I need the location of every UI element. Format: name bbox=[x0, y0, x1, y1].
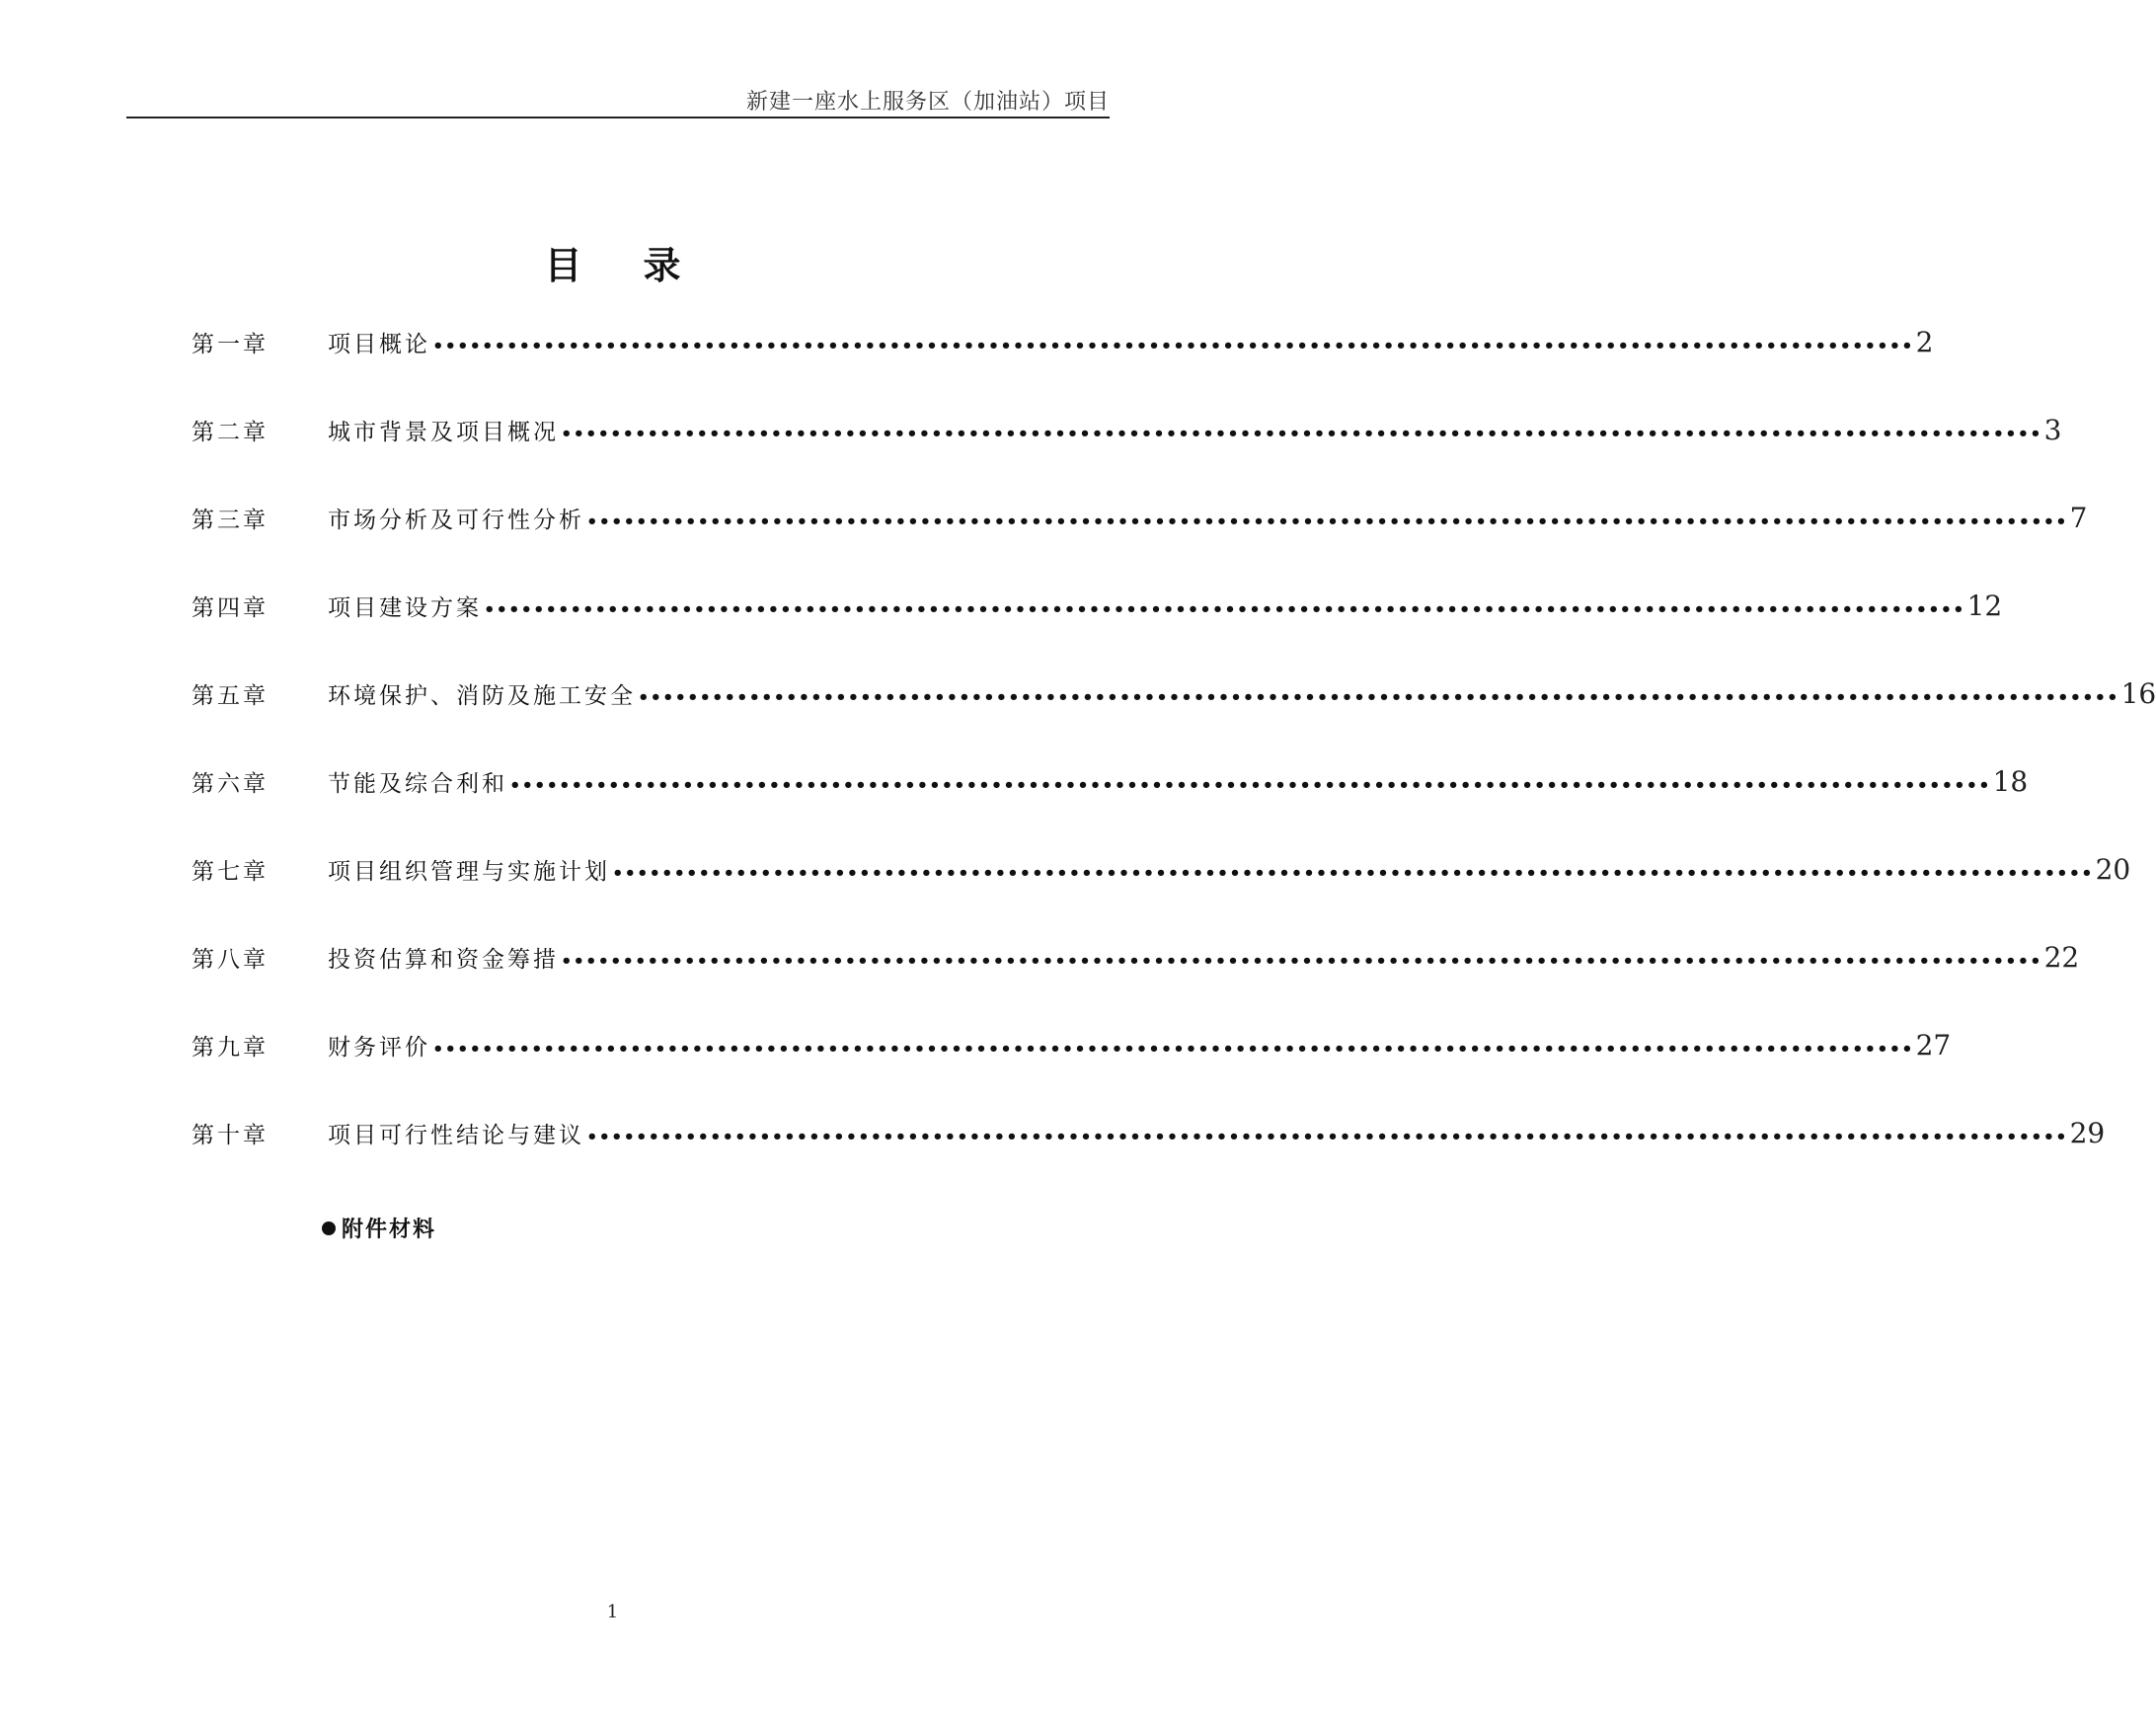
toc-chapter-number: 第二章 bbox=[192, 420, 269, 445]
toc-page-number: 20 bbox=[2095, 853, 2131, 886]
toc-entry[interactable] bbox=[192, 1029, 1952, 1117]
toc-dot-leader: •••••••••••••••••••••••••••••••••••••••••••••••••••••••••••••••••••••••••••••••••••••••••••••••••••••••••••••••••••••••• bbox=[638, 687, 2119, 708]
toc-entry[interactable] bbox=[192, 765, 2029, 853]
toc-entry[interactable] bbox=[192, 590, 2003, 677]
toc-chapter-number: 第十章 bbox=[192, 1123, 269, 1148]
running-header: 新建一座水上服务区（加油站）项目 bbox=[745, 90, 1110, 115]
toc-entry[interactable] bbox=[192, 941, 2080, 1029]
toc-chapter-title: 城市背景及项目概况 bbox=[328, 420, 559, 445]
toc-chapter-title: 项目概论 bbox=[328, 332, 430, 357]
toc-chapter-number: 第七章 bbox=[192, 859, 269, 885]
toc-page-number: 7 bbox=[2069, 502, 2088, 534]
toc-dot-leader: •••••••••••••••••••••••••••••••••••••••••••••••••••••••••••••••••••••••••••••••••••••••••••••••••••••••••••••••••••••••• bbox=[432, 336, 1914, 356]
toc-page-number: 29 bbox=[2069, 1117, 2106, 1149]
toc-page-number: 16 bbox=[2120, 677, 2156, 710]
toc-page-number: 3 bbox=[2043, 414, 2062, 446]
toc-page-number: 22 bbox=[2043, 941, 2080, 974]
toc-chapter-title: 财务评价 bbox=[328, 1035, 430, 1061]
toc-entry[interactable] bbox=[192, 326, 1934, 414]
toc-page-number: 2 bbox=[1915, 326, 1934, 358]
appendix-item[interactable] bbox=[322, 1213, 436, 1243]
toc-entry[interactable] bbox=[192, 1117, 2106, 1205]
toc-list bbox=[192, 326, 2156, 1205]
toc-dot-leader: •••••••••••••••••••••••••••••••••••••••••••••••••••••••••••••••••••••••••••••••••••••••••••••••••••••••••••••••••••••••• bbox=[484, 599, 1965, 620]
toc-chapter-title: 节能及综合利和 bbox=[328, 771, 507, 797]
page-number: 1 bbox=[606, 1602, 619, 1622]
toc-entry[interactable] bbox=[192, 502, 2088, 590]
toc-chapter-title: 投资估算和资金筹措 bbox=[328, 947, 559, 973]
toc-dot-leader: •••••••••••••••••••••••••••••••••••••••••••••••••••••••••••••••••••••••••••••••••••••••••••••••••••••••••••••••••••••••• bbox=[561, 951, 2042, 972]
toc-chapter-title: 市场分析及可行性分析 bbox=[328, 508, 584, 533]
toc-entry[interactable] bbox=[192, 677, 2156, 765]
toc-dot-leader: •••••••••••••••••••••••••••••••••••••••••••••••••••••••••••••••••••••••••••••••••••••••••••••••••••••••••••••••••••••••• bbox=[612, 863, 2094, 884]
bullet-icon bbox=[322, 1221, 336, 1235]
toc-page-number: 12 bbox=[1966, 590, 2003, 622]
appendix-label: 附件材料 bbox=[342, 1217, 437, 1242]
toc-dot-leader: •••••••••••••••••••••••••••••••••••••••••••••••••••••••••••••••••••••••••••••••••••••••••••••••••••••••••••••••••••••••• bbox=[432, 1039, 1914, 1060]
toc-chapter-number: 第九章 bbox=[192, 1035, 269, 1061]
toc-page-number: 27 bbox=[1915, 1029, 1952, 1062]
toc-chapter-number: 第六章 bbox=[192, 771, 269, 797]
toc-chapter-number: 第四章 bbox=[192, 595, 269, 621]
toc-chapter-title: 项目组织管理与实施计划 bbox=[328, 859, 610, 885]
toc-chapter-title: 环境保护、消防及施工安全 bbox=[328, 683, 636, 709]
toc-entry[interactable] bbox=[192, 414, 2062, 502]
toc-chapter-number: 第三章 bbox=[192, 508, 269, 533]
toc-dot-leader: •••••••••••••••••••••••••••••••••••••••••••••••••••••••••••••••••••••••••••••••••••••••••••••••••••••••••••••••••••••••• bbox=[561, 424, 2042, 444]
toc-entry[interactable] bbox=[192, 853, 2131, 941]
toc-title: 目录 bbox=[544, 243, 742, 287]
toc-chapter-number: 第八章 bbox=[192, 947, 269, 973]
toc-dot-leader: •••••••••••••••••••••••••••••••••••••••••••••••••••••••••••••••••••••••••••••••••••••••••••••••••••••••••••••••••••••••• bbox=[509, 775, 1991, 796]
toc-chapter-number: 第五章 bbox=[192, 683, 269, 709]
toc-chapter-title: 项目建设方案 bbox=[328, 595, 482, 621]
toc-dot-leader: •••••••••••••••••••••••••••••••••••••••••••••••••••••••••••••••••••••••••••••••••••••••••••••••••••••••••••••••••••••••• bbox=[586, 512, 2068, 532]
toc-page-number: 18 bbox=[1992, 765, 2029, 798]
header-rule bbox=[126, 117, 1110, 118]
toc-dot-leader: •••••••••••••••••••••••••••••••••••••••••••••••••••••••••••••••••••••••••••••••••••••••••••••••••••••••••••••••••••••••• bbox=[586, 1127, 2068, 1147]
toc-chapter-title: 项目可行性结论与建议 bbox=[328, 1123, 584, 1148]
toc-chapter-number: 第一章 bbox=[192, 332, 269, 357]
